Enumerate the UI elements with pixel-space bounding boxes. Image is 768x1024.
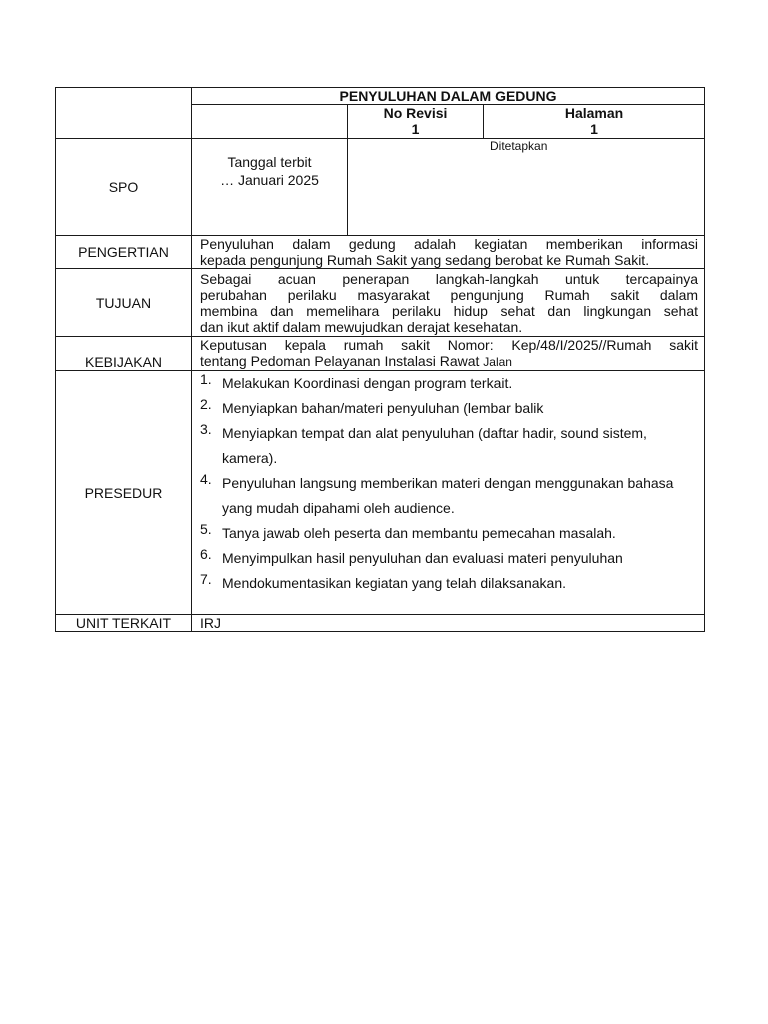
step-number: 2. bbox=[200, 396, 212, 412]
tujuan-text bbox=[192, 269, 705, 337]
step-number: 4. bbox=[200, 471, 212, 487]
document-number-cell bbox=[192, 105, 348, 139]
unit-terkait-label: UNIT TERKAIT bbox=[56, 615, 192, 632]
step-text: Menyimpulkan hasil penyuluhan dan evaluasi materi penyuluhan bbox=[222, 550, 623, 566]
step-text: Penyuluhan langsung memberikan materi dengan menggunakan bahasa yang mudah dipahami oleh audience. bbox=[222, 475, 674, 516]
list-item bbox=[200, 546, 704, 571]
tujuan-line-1: Sebagai acuan penerapan langkah-langkah untuk tercapainya bbox=[200, 270, 699, 287]
list-item bbox=[200, 521, 704, 546]
step-text: Mendokumentasikan kegiatan yang telah dilaksanakan. bbox=[222, 575, 567, 591]
tujuan-row bbox=[56, 269, 705, 337]
list-item bbox=[200, 471, 704, 521]
tujuan-line-4: dan ikut aktif dalam mewujudkan derajat kesehatan. bbox=[200, 318, 523, 335]
unit-terkait-value: IRJ bbox=[192, 615, 705, 632]
pengertian-line-1: Penyuluhan dalam gedung adalah kegiatan memberikan informasi bbox=[200, 236, 699, 252]
step-text: Menyiapkan bahan/materi penyuluhan (lembar balik bbox=[222, 400, 544, 416]
presedur-steps-list bbox=[192, 371, 704, 596]
ditetapkan-label: Ditetapkan bbox=[490, 139, 548, 153]
list-item bbox=[200, 396, 704, 421]
kebijakan-label: KEBIJAKAN bbox=[56, 337, 192, 371]
step-number: 7. bbox=[200, 571, 212, 587]
title-row bbox=[56, 88, 705, 105]
halaman-cell bbox=[484, 105, 705, 139]
kebijakan-line-1: Keputusan kepala rumah sakit Nomor: Kep/48/I/2025//Rumah sakit bbox=[200, 337, 699, 353]
tujuan-line-3: membina dan memelihara perilaku hidup sehat dan lingkungan sehat bbox=[200, 302, 699, 319]
step-text: Melakukan Koordinasi dengan program terkait. bbox=[222, 375, 513, 391]
logo-cell bbox=[56, 88, 192, 139]
pengertian-row bbox=[56, 236, 705, 269]
pengertian-label: PENGERTIAN bbox=[56, 236, 192, 269]
no-revisi-value: 1 bbox=[411, 121, 420, 137]
spo-table bbox=[55, 87, 705, 632]
pengertian-text bbox=[192, 236, 705, 269]
step-number: 5. bbox=[200, 521, 212, 537]
halaman-value: 1 bbox=[590, 121, 598, 137]
step-number: 3. bbox=[200, 421, 212, 437]
tanggal-terbit-value: … Januari 2025 bbox=[220, 172, 319, 188]
step-number: 6. bbox=[200, 546, 212, 562]
no-revisi-cell bbox=[348, 105, 484, 139]
tanggal-terbit-label: Tanggal terbit bbox=[227, 154, 312, 170]
unit-terkait-row bbox=[56, 615, 705, 632]
list-item bbox=[200, 571, 704, 596]
kebijakan-line-2-tail: Jalan bbox=[483, 355, 512, 369]
pengertian-line-2: kepada pengunjung Rumah Sakit yang sedang berobat ke Rumah Sakit. bbox=[200, 252, 650, 268]
kebijakan-row bbox=[56, 337, 705, 371]
kebijakan-line-2 bbox=[200, 353, 698, 370]
step-number: 1. bbox=[200, 371, 212, 387]
kebijakan-text bbox=[192, 337, 705, 371]
step-text: Tanya jawab oleh peserta dan membantu pemecahan masalah. bbox=[222, 525, 616, 541]
presedur-content bbox=[192, 371, 705, 615]
presedur-label: PRESEDUR bbox=[56, 371, 192, 615]
list-item bbox=[200, 371, 704, 396]
presedur-row bbox=[56, 371, 705, 615]
halaman-label: Halaman bbox=[564, 105, 624, 121]
tujuan-line-2: perubahan perilaku masyarakat pengunjung Rumah sakit dalam bbox=[200, 286, 699, 303]
spo-row bbox=[56, 139, 705, 236]
kebijakan-line-2-main: tentang Pedoman Pelayanan Instalasi Rawat bbox=[200, 353, 480, 369]
no-revisi-label: No Revisi bbox=[383, 105, 448, 121]
step-text: Menyiapkan tempat dan alat penyuluhan (daftar hadir, sound sistem, kamera). bbox=[222, 425, 647, 466]
spo-label: SPO bbox=[56, 139, 192, 236]
document-title: PENYULUHAN DALAM GEDUNG bbox=[192, 88, 705, 105]
tanggal-terbit-cell bbox=[192, 139, 348, 236]
ditetapkan-cell bbox=[348, 139, 705, 236]
list-item bbox=[200, 421, 704, 471]
tujuan-label: TUJUAN bbox=[56, 269, 192, 337]
